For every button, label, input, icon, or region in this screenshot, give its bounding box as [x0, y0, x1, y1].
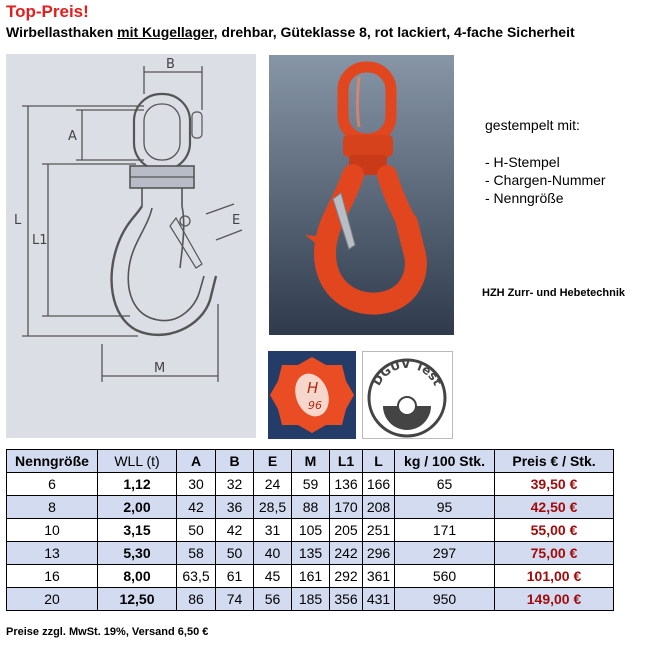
- cell-kg: 171: [395, 519, 495, 542]
- cell-b: 42: [216, 519, 254, 542]
- cell-m: 185: [292, 588, 330, 611]
- cell-m: 88: [292, 496, 330, 519]
- h-stamp-number: 96: [308, 399, 322, 412]
- table-row: [7, 496, 614, 519]
- cell-preis: 42,50 €: [495, 496, 614, 519]
- cell-nenngroesse: 16: [7, 565, 98, 588]
- cell-l1: 170: [330, 496, 363, 519]
- title-part-2: , drehbar, Güteklasse 8, rot lackiert, 4-fache Sicherheit: [213, 24, 575, 40]
- cell-m: 135: [292, 542, 330, 565]
- cell-l1: 356: [330, 588, 363, 611]
- dim-label-a: A: [68, 129, 77, 144]
- product-title: [6, 24, 575, 40]
- cell-e: 40: [254, 542, 292, 565]
- cell-nenngroesse: 13: [7, 542, 98, 565]
- cell-b: 36: [216, 496, 254, 519]
- header-l: L: [363, 450, 395, 473]
- h-stamp-svg: [268, 351, 356, 439]
- cell-kg: 560: [395, 565, 495, 588]
- cell-wll: 2,00: [98, 496, 177, 519]
- cell-l1: 205: [330, 519, 363, 542]
- dguv-label: DGUV Test: [369, 356, 445, 388]
- cell-kg: 950: [395, 588, 495, 611]
- dim-label-m: M: [154, 361, 166, 376]
- cell-wll: 1,12: [98, 473, 177, 496]
- svg-text:DGUV Test: [370, 357, 445, 388]
- cell-b: 74: [216, 588, 254, 611]
- cell-a: 30: [177, 473, 216, 496]
- cell-m: 59: [292, 473, 330, 496]
- product-photo: [269, 55, 454, 335]
- cell-nenngroesse: 8: [7, 496, 98, 519]
- table-row: [7, 473, 614, 496]
- cell-a: 63,5: [177, 565, 216, 588]
- header-preis: Preis € / Stk.: [495, 450, 614, 473]
- hook-drawing-svg: [6, 54, 256, 438]
- cell-preis: 149,00 €: [495, 588, 614, 611]
- cell-l: 208: [363, 496, 395, 519]
- table-row: [7, 588, 614, 611]
- cell-kg: 65: [395, 473, 495, 496]
- cell-m: 105: [292, 519, 330, 542]
- cell-l: 166: [363, 473, 395, 496]
- dim-label-l: L: [14, 213, 22, 228]
- dim-label-e: E: [232, 213, 241, 228]
- hook-photo-svg: [269, 55, 454, 335]
- cell-e: 28,5: [254, 496, 292, 519]
- h-stamp-letter: H: [307, 379, 319, 397]
- cell-wll: 12,50: [98, 588, 177, 611]
- table-row: [7, 565, 614, 588]
- cell-l1: 242: [330, 542, 363, 565]
- stamp-info-title: gestempelt mit:: [485, 117, 580, 133]
- cell-wll: 3,15: [98, 519, 177, 542]
- cell-a: 58: [177, 542, 216, 565]
- cell-l: 431: [363, 588, 395, 611]
- title-part-1: Wirbellasthaken: [6, 24, 118, 40]
- dim-label-l1: L1: [32, 233, 48, 248]
- header-l1: L1: [330, 450, 363, 473]
- cell-b: 50: [216, 542, 254, 565]
- cell-wll: 8,00: [98, 565, 177, 588]
- specs-table: [6, 449, 614, 611]
- cell-e: 31: [254, 519, 292, 542]
- cell-e: 56: [254, 588, 292, 611]
- cell-a: 86: [177, 588, 216, 611]
- cell-e: 45: [254, 565, 292, 588]
- header-nenngroesse: Nenngröße: [7, 450, 98, 473]
- cell-b: 32: [216, 473, 254, 496]
- table-row: [7, 519, 614, 542]
- stamp-info-item: - Chargen-Nummer: [485, 172, 606, 188]
- cell-l: 251: [363, 519, 395, 542]
- cell-nenngroesse: 10: [7, 519, 98, 542]
- price-footnote: Preise zzgl. MwSt. 19%, Versand 6,50 €: [6, 626, 209, 638]
- header-e: E: [254, 450, 292, 473]
- cell-l1: 136: [330, 473, 363, 496]
- title-underlined: mit Kugellager: [117, 24, 214, 40]
- stamp-info-item: - Nenngröße: [485, 190, 564, 206]
- h-stamp-image: [268, 351, 356, 439]
- top-price-badge: Top-Preis!: [6, 2, 89, 21]
- header-b: B: [216, 450, 254, 473]
- table-header-row: [7, 450, 614, 473]
- cell-preis: 55,00 €: [495, 519, 614, 542]
- cell-m: 161: [292, 565, 330, 588]
- cell-preis: 101,00 €: [495, 565, 614, 588]
- cell-nenngroesse: 6: [7, 473, 98, 496]
- table-row: [7, 542, 614, 565]
- cell-preis: 75,00 €: [495, 542, 614, 565]
- stamp-info: [485, 116, 606, 207]
- company-name: HZH Zurr- und Hebetechnik: [482, 287, 626, 299]
- cell-preis: 39,50 €: [495, 473, 614, 496]
- header-wll: WLL (t): [98, 450, 177, 473]
- cell-e: 24: [254, 473, 292, 496]
- cell-a: 42: [177, 496, 216, 519]
- header-m: M: [292, 450, 330, 473]
- cell-nenngroesse: 20: [7, 588, 98, 611]
- cell-l: 296: [363, 542, 395, 565]
- dguv-test-logo: [362, 351, 453, 439]
- technical-drawing: [6, 54, 256, 438]
- cell-b: 61: [216, 565, 254, 588]
- dim-label-b: B: [166, 57, 175, 72]
- header-a: A: [177, 450, 216, 473]
- cell-l: 361: [363, 565, 395, 588]
- cell-l1: 292: [330, 565, 363, 588]
- header-kg: kg / 100 Stk.: [395, 450, 495, 473]
- cell-a: 50: [177, 519, 216, 542]
- dguv-logo-svg: [363, 352, 452, 438]
- stamp-info-item: - H-Stempel: [485, 154, 560, 170]
- cell-kg: 297: [395, 542, 495, 565]
- cell-wll: 5,30: [98, 542, 177, 565]
- cell-kg: 95: [395, 496, 495, 519]
